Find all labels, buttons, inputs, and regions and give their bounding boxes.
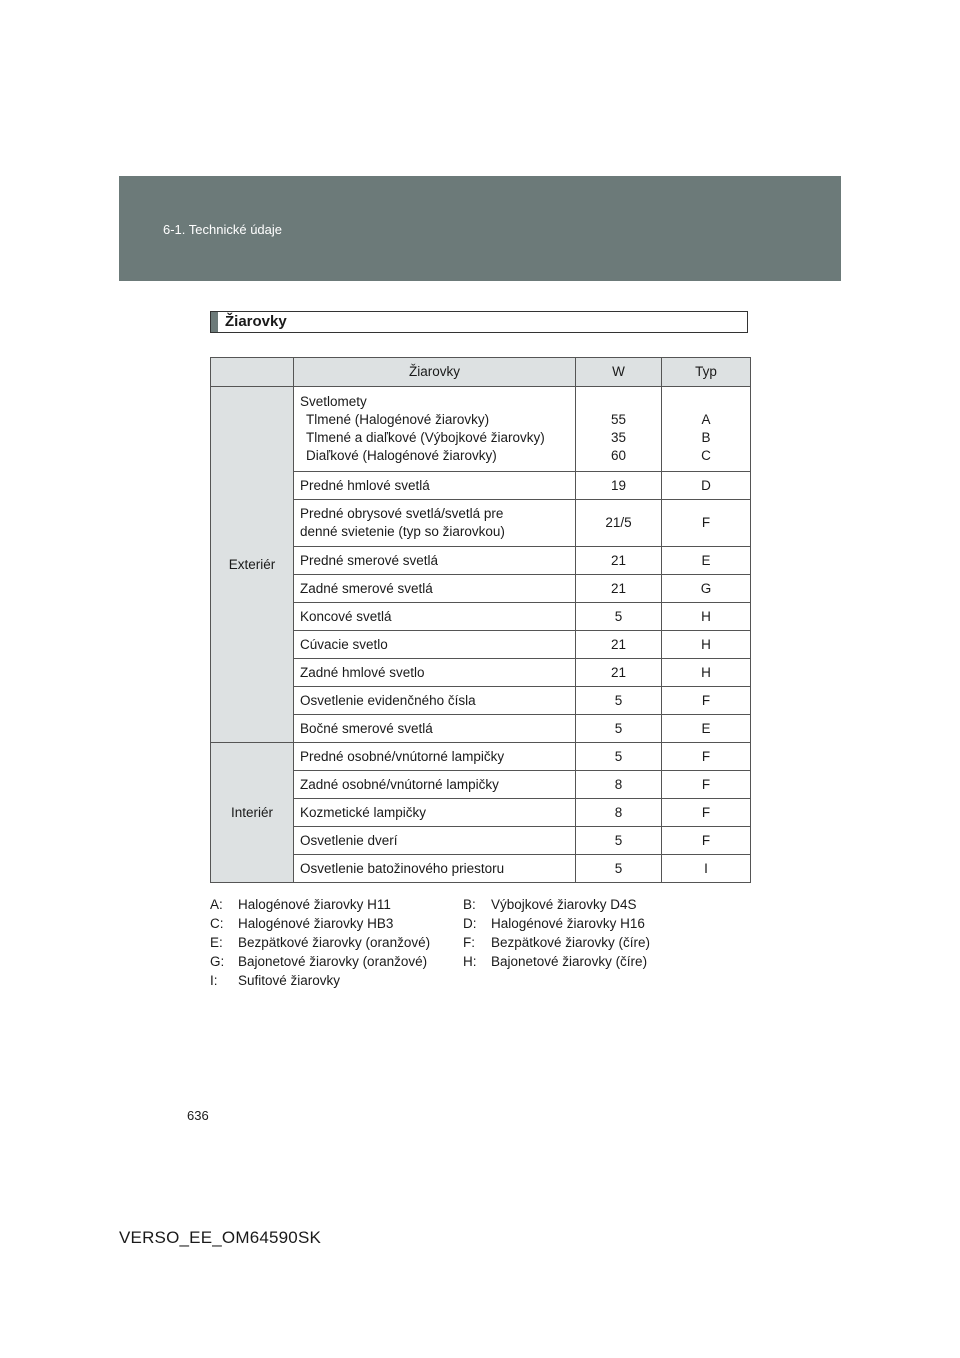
document-code: VERSO_EE_OM64590SK (119, 1228, 322, 1247)
bulb-name-line: Predné obrysové svetlá/svetlá pre (300, 506, 504, 521)
type-value: H (662, 603, 751, 631)
type-value: I (662, 855, 751, 883)
legend-item: E: Bezpätkové žiarovky (oranžové) (210, 935, 431, 950)
type-value: E (662, 715, 751, 743)
watt-value: 19 (576, 472, 662, 500)
watt-value: 5 (576, 715, 662, 743)
headlights-label: Svetlomety (300, 394, 367, 409)
type-value: F (662, 771, 751, 799)
bulb-table (210, 357, 751, 883)
legend-item: I: Sufitové žiarovky (210, 973, 341, 988)
watt-value: 21 (576, 659, 662, 687)
headlight-item: Tlmené (Halogénové žiarovky) (306, 412, 490, 427)
header-watts: W (576, 358, 662, 387)
type-value: F (662, 799, 751, 827)
watt-value: 5 (576, 855, 662, 883)
watt-value: 21/5 (576, 500, 662, 547)
table-header-row (211, 358, 751, 387)
header-bulbs: Žiarovky (294, 358, 576, 387)
group-exterior: Exteriér (211, 387, 294, 743)
bulb-name: Predné hmlové svetlá (294, 472, 576, 500)
type-value: D (662, 472, 751, 500)
watt-value: 21 (576, 547, 662, 575)
type-value: H (662, 631, 751, 659)
headlights-types (662, 387, 751, 472)
headlights-watts (576, 387, 662, 472)
page-number: 636 (187, 1108, 209, 1123)
section-label: 6-1. Technické údaje (163, 222, 283, 237)
bulb-name: Zadné hmlové svetlo (294, 659, 576, 687)
headlight-item: Diaľkové (Halogénové žiarovky) (306, 448, 497, 463)
watt-value: 55 (610, 412, 627, 427)
watt-value: 5 (576, 827, 662, 855)
section-header-band (119, 176, 841, 281)
legend-item: B: Výbojkové žiarovky D4S (463, 897, 637, 912)
type-value: G (662, 575, 751, 603)
bulb-name: Predné smerové svetlá (294, 547, 576, 575)
bulb-name: Kozmetické lampičky (294, 799, 576, 827)
bulb-name (294, 500, 576, 547)
bulb-name: Predné osobné/vnútorné lampičky (294, 743, 576, 771)
legend-item: C: Halogénové žiarovky HB3 (210, 916, 394, 931)
bulb-name: Koncové svetlá (294, 603, 576, 631)
legend-item: G: Bajonetové žiarovky (oranžové) (210, 954, 428, 969)
type-value: A (701, 412, 711, 427)
bulb-name: Zadné osobné/vnútorné lampičky (294, 771, 576, 799)
type-value: C (701, 448, 711, 463)
group-interior: Interiér (211, 743, 294, 883)
table-title-box (210, 311, 748, 333)
type-value: H (662, 659, 751, 687)
type-value: F (662, 687, 751, 715)
watt-value: 5 (576, 687, 662, 715)
legend-item: A: Halogénové žiarovky H11 (210, 897, 391, 912)
header-group-cell (211, 358, 294, 387)
table-row (211, 387, 751, 472)
legend-item: H: Bajonetové žiarovky (číre) (463, 954, 648, 969)
legend-item: D: Halogénové žiarovky H16 (463, 916, 645, 931)
type-value: F (662, 827, 751, 855)
watt-value: 8 (576, 771, 662, 799)
bulb-name: Zadné smerové svetlá (294, 575, 576, 603)
type-value: F (662, 500, 751, 547)
title-accent-bar (211, 312, 218, 332)
bulb-name-line: denné svietenie (typ so žiarovkou) (300, 524, 505, 539)
watt-value: 35 (610, 430, 627, 445)
headlights-cell (294, 387, 576, 472)
type-value: B (701, 430, 711, 445)
watt-value: 21 (576, 631, 662, 659)
bulb-name: Bočné smerové svetlá (294, 715, 576, 743)
table-row (211, 743, 751, 771)
legend-item: F: Bezpätkové žiarovky (číre) (463, 935, 651, 950)
bulb-name: Osvetlenie batožinového priestoru (294, 855, 576, 883)
bulb-name: Cúvacie svetlo (294, 631, 576, 659)
bulb-name: Osvetlenie evidenčného čísla (294, 687, 576, 715)
watt-value: 8 (576, 799, 662, 827)
type-value: F (662, 743, 751, 771)
watt-value: 5 (576, 603, 662, 631)
bulb-name: Osvetlenie dverí (294, 827, 576, 855)
watt-value: 5 (576, 743, 662, 771)
header-type: Typ (662, 358, 751, 387)
watt-value: 60 (610, 448, 627, 463)
type-value: E (662, 547, 751, 575)
headlight-item: Tlmené a diaľkové (Výbojkové žiarovky) (306, 430, 545, 445)
table-title: Žiarovky (225, 313, 287, 330)
watt-value: 21 (576, 575, 662, 603)
